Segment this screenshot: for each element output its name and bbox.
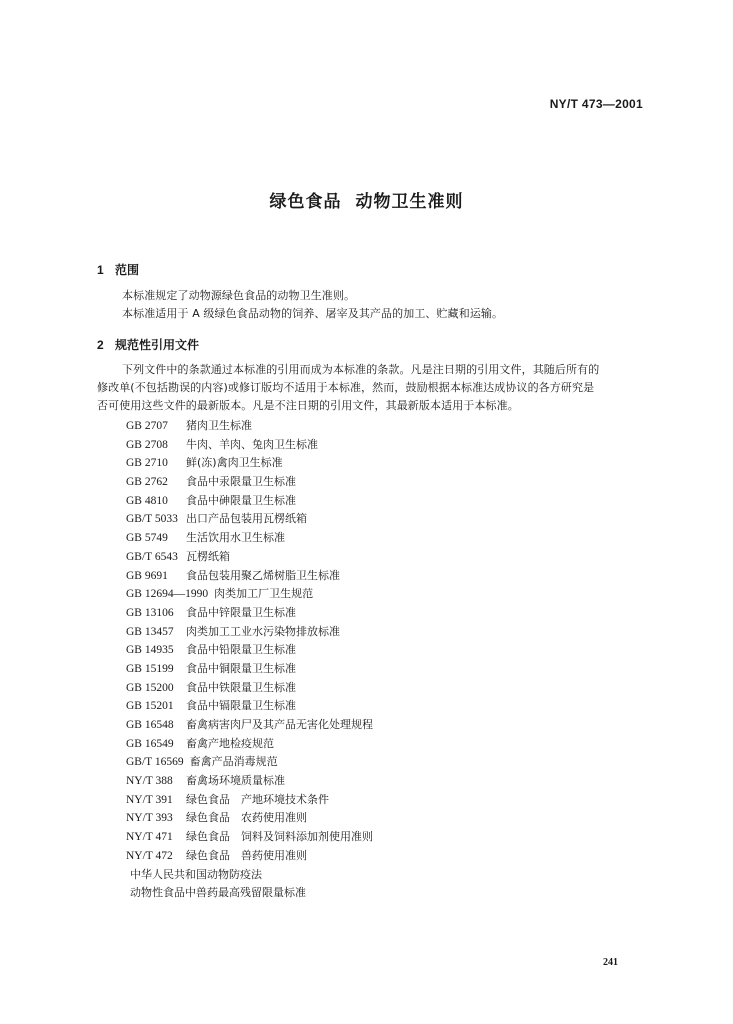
reference-code: GB 2707 [126, 420, 168, 432]
reference-name: 肉类加工工业水污染物排放标准 [186, 624, 340, 638]
title-part-1: 绿色食品 [269, 192, 342, 212]
reference-law-name: 动物性食品中兽药最高残留限量标准 [130, 886, 306, 900]
reference-code: NY/T 471 [126, 831, 173, 844]
section-2-intro-line-2: 修改单(不包括勘误的内容)或修订版均不适用于本标准，然而，鼓励根据本标准达成协议的各方研究是 [97, 381, 595, 394]
reference-name: 猪肉卫生标准 [186, 419, 252, 432]
reference-name: 瓦楞纸箱 [186, 549, 230, 563]
reference-item [126, 716, 373, 735]
reference-code: GB 16549 [126, 737, 174, 750]
reference-code: GB 15199 [126, 662, 174, 675]
reference-code: GB 13106 [126, 606, 174, 619]
section-1-paragraph-1: 本标准规定了动物源绿色食品的动物卫生准则。 [122, 289, 356, 302]
reference-name: 食品中铜限量卫生标准 [186, 661, 296, 675]
reference-item [126, 548, 373, 567]
section-2-title: 规范性引用文件 [115, 338, 200, 352]
reference-item [126, 772, 373, 791]
document-title [0, 187, 733, 212]
reference-item [126, 604, 373, 623]
reference-name: 牛肉、羊肉、兔肉卫生标准 [186, 437, 318, 451]
reference-name: 食品中锌限量卫生标准 [186, 605, 296, 619]
reference-name: 绿色食品 饲料及饲料添加剂使用准则 [186, 830, 373, 844]
reference-name: 绿色食品 农药使用准则 [186, 811, 307, 825]
reference-item [126, 417, 373, 436]
reference-law-item [126, 884, 373, 903]
reference-item [126, 473, 373, 492]
reference-code: NY/T 393 [126, 812, 173, 825]
reference-item [126, 641, 373, 660]
reference-code: GB 9691 [126, 569, 168, 582]
section-1-paragraph-2: 本标准适用于 A 级绿色食品动物的饲养、屠宰及其产品的加工、贮藏和运输。 [122, 307, 504, 320]
section-2-intro-line-3: 否可使用这些文件的最新版本。凡是不注日期的引用文件，其最新版本适用于本标准。 [97, 399, 519, 412]
reference-code: GB/T 5033 [126, 513, 178, 526]
reference-code: GB 15201 [126, 700, 174, 713]
reference-item [126, 567, 373, 586]
reference-name: 畜禽场环境质量标准 [186, 774, 285, 788]
reference-code: NY/T 391 [126, 793, 173, 806]
reference-item [126, 809, 373, 828]
reference-law-name: 中华人民共和国动物防疫法 [130, 867, 262, 881]
reference-code: GB 2762 [126, 476, 168, 489]
reference-item [126, 679, 373, 698]
reference-code: GB 16548 [126, 719, 174, 731]
section-1-number: 1 [97, 263, 104, 277]
reference-item [126, 753, 373, 772]
reference-code: GB 14935 [126, 644, 174, 657]
reference-item [126, 735, 373, 754]
reference-item [126, 791, 373, 810]
reference-name: 肉类加工厂卫生规范 [214, 587, 314, 601]
reference-code: GB 2708 [126, 438, 168, 451]
reference-code: GB 12694—1990 [126, 588, 209, 601]
reference-code: GB 4810 [126, 494, 168, 507]
section-2-heading [97, 336, 199, 353]
section-1-heading [97, 261, 139, 278]
reference-item [126, 492, 373, 511]
section-2-number: 2 [97, 338, 104, 352]
reference-item [126, 828, 373, 847]
reference-code: NY/T 472 [126, 849, 173, 862]
reference-name: 食品中铅限量卫生标准 [186, 643, 296, 657]
reference-name: 绿色食品 兽药使用准则 [186, 848, 307, 862]
reference-item [126, 436, 373, 455]
section-2-intro-line-1: 下列文件中的条款通过本标准的引用而成为本标准的条款。凡是注日期的引用文件，其随后所有的 [122, 363, 600, 376]
reference-name: 食品中砷限量卫生标准 [186, 493, 296, 507]
reference-code: GB 2710 [126, 457, 168, 470]
reference-name: 食品中镉限量卫生标准 [186, 699, 296, 713]
section-1-title: 范围 [115, 263, 140, 277]
reference-code: GB 5749 [126, 532, 168, 545]
reference-code: NY/T 388 [126, 775, 173, 788]
reference-name: 畜禽产品消毒规范 [189, 755, 278, 769]
reference-list [126, 417, 373, 903]
reference-item [126, 454, 373, 473]
reference-item [126, 697, 373, 716]
reference-name: 畜禽病害肉尸及其产品无害化处理规程 [186, 718, 373, 731]
reference-item [126, 585, 373, 604]
page-number: 241 [603, 957, 618, 968]
reference-item [126, 623, 373, 642]
title-part-2: 动物卫生准则 [355, 192, 464, 212]
reference-item [126, 510, 373, 529]
reference-name: 出口产品包装用瓦楞纸箱 [186, 512, 307, 526]
reference-code: GB/T 6543 [126, 550, 178, 563]
reference-name: 食品中铁限量卫生标准 [186, 680, 296, 694]
reference-name: 食品包装用聚乙烯树脂卫生标准 [186, 568, 340, 582]
reference-name: 畜禽产地检疫规范 [186, 736, 274, 750]
reference-code: GB 15200 [126, 681, 174, 694]
reference-item [126, 529, 373, 548]
reference-name: 生活饮用水卫生标准 [186, 531, 285, 545]
reference-law-item [126, 866, 373, 885]
reference-name: 鲜(冻)禽肉卫生标准 [186, 456, 283, 470]
reference-code: GB/T 16569 [126, 756, 184, 769]
reference-item [126, 847, 373, 866]
reference-code: GB 13457 [126, 625, 174, 638]
reference-name: 食品中汞限量卫生标准 [186, 475, 296, 489]
standard-code: NY/T 473—2001 [549, 97, 643, 111]
reference-name: 绿色食品 产地环境技术条件 [186, 792, 329, 806]
reference-item [126, 660, 373, 679]
